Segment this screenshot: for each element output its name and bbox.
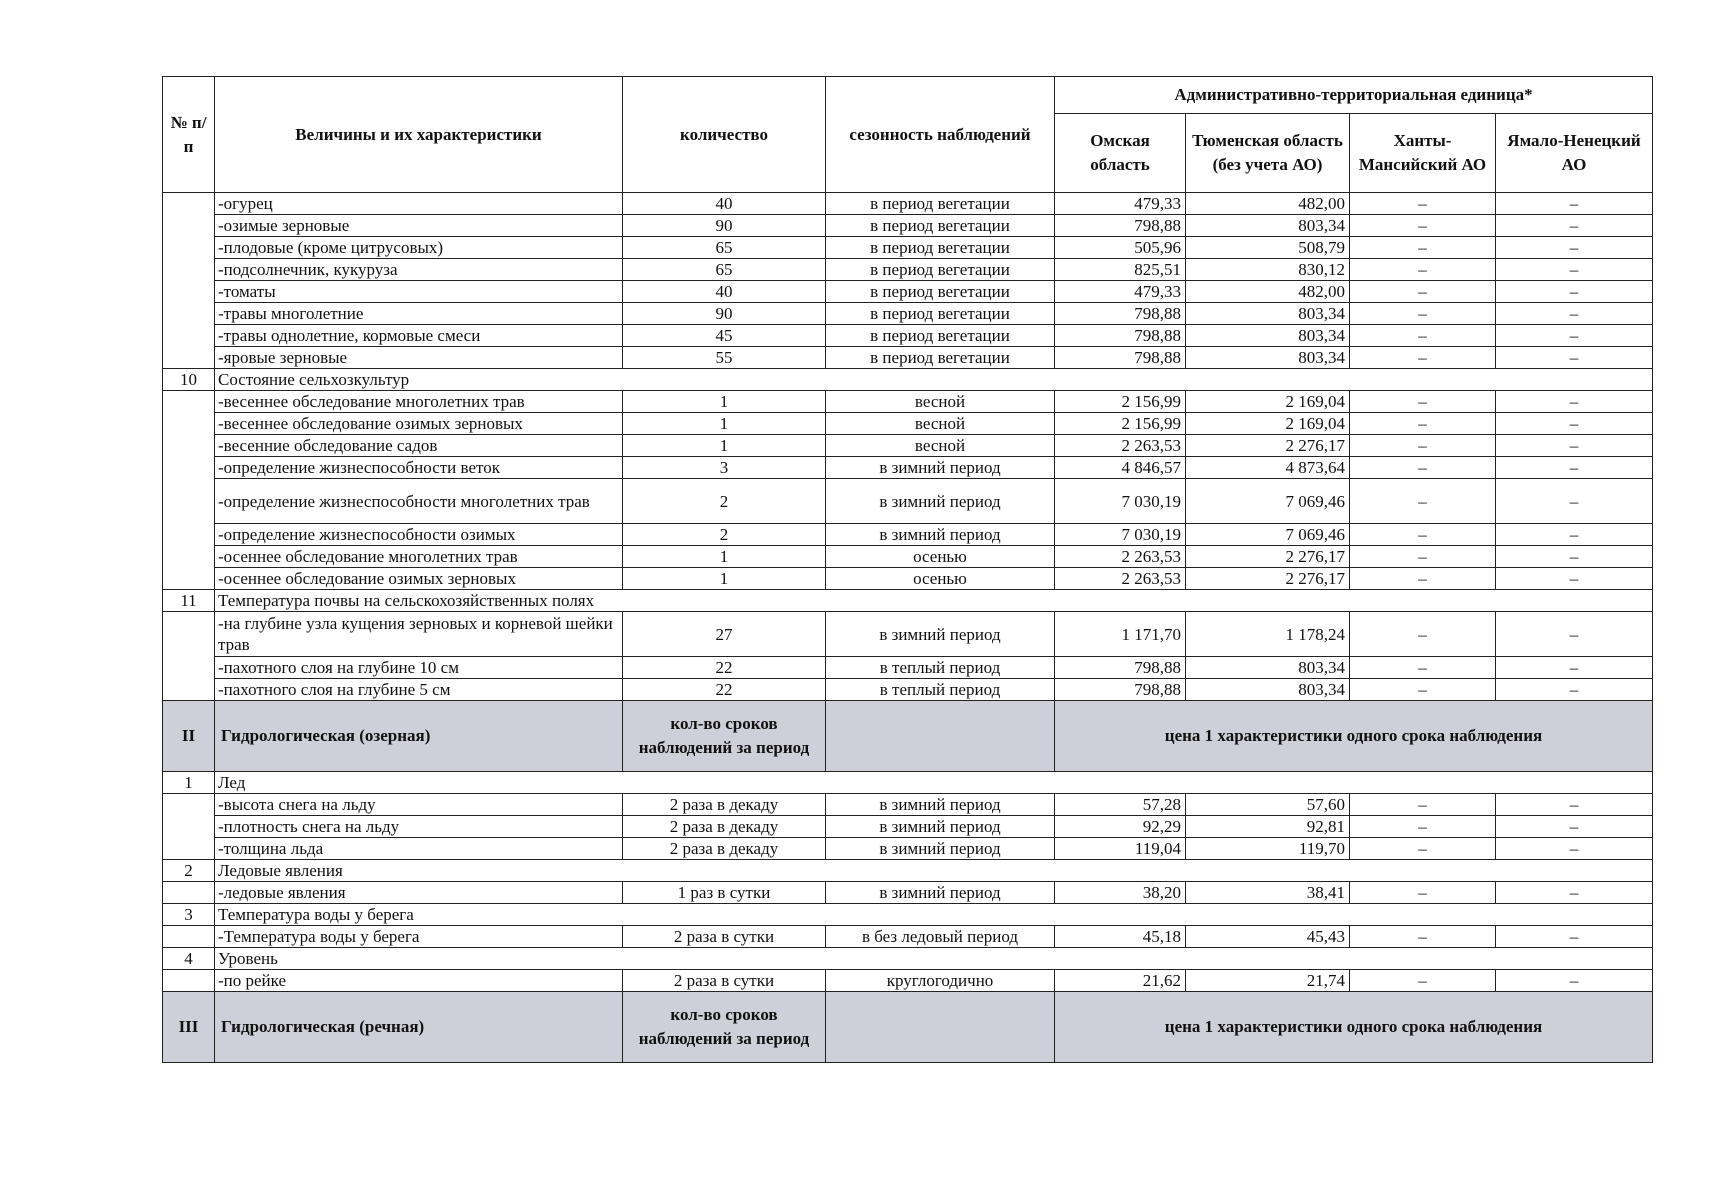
section-title: Гидрологическая (озерная) bbox=[215, 701, 623, 772]
season-cell: в зимний период bbox=[826, 794, 1055, 816]
table-row bbox=[163, 325, 1653, 347]
value-omsk: 505,96 bbox=[1055, 237, 1186, 259]
group-number: 2 bbox=[163, 860, 215, 882]
value-omsk: 479,33 bbox=[1055, 281, 1186, 303]
quantity-cell: 22 bbox=[623, 679, 826, 701]
value-yanao: – bbox=[1496, 457, 1653, 479]
header-num: № п/п bbox=[163, 77, 215, 193]
quantity-cell: 27 bbox=[623, 612, 826, 657]
table-row bbox=[163, 479, 1653, 524]
section-qty-header: кол-во сроков наблюдений за период bbox=[623, 701, 826, 772]
header-qty: количество bbox=[623, 77, 826, 193]
season-cell: в зимний период bbox=[826, 882, 1055, 904]
value-tyumen: 2 169,04 bbox=[1186, 413, 1350, 435]
table-row bbox=[163, 612, 1653, 657]
row-number-cell bbox=[163, 612, 215, 701]
section-qty-header: кол-во сроков наблюдений за период bbox=[623, 992, 826, 1063]
table-row bbox=[163, 413, 1653, 435]
season-cell: в период вегетации bbox=[826, 281, 1055, 303]
row-number-cell bbox=[163, 794, 215, 860]
quantity-cell: 65 bbox=[623, 237, 826, 259]
quantity-cell: 2 раза в сутки bbox=[623, 926, 826, 948]
group-number: 3 bbox=[163, 904, 215, 926]
value-yanao: – bbox=[1496, 391, 1653, 413]
season-cell: в период вегетации bbox=[826, 259, 1055, 281]
quantity-cell: 55 bbox=[623, 347, 826, 369]
group-title: Ледовые явления bbox=[215, 860, 1653, 882]
value-omsk: 2 263,53 bbox=[1055, 546, 1186, 568]
header-row-1 bbox=[163, 77, 1653, 114]
value-yanao: – bbox=[1496, 435, 1653, 457]
season-cell: в зимний период bbox=[826, 524, 1055, 546]
value-yanao: – bbox=[1496, 524, 1653, 546]
table-row bbox=[163, 435, 1653, 457]
value-omsk: 119,04 bbox=[1055, 838, 1186, 860]
value-yanao: – bbox=[1496, 970, 1653, 992]
quantity-cell: 1 bbox=[623, 413, 826, 435]
value-omsk: 798,88 bbox=[1055, 657, 1186, 679]
season-cell: в теплый период bbox=[826, 679, 1055, 701]
group-number: 4 bbox=[163, 948, 215, 970]
season-cell: в период вегетации bbox=[826, 237, 1055, 259]
row-number-cell bbox=[163, 882, 215, 904]
value-omsk: 2 156,99 bbox=[1055, 391, 1186, 413]
value-yanao: – bbox=[1496, 926, 1653, 948]
value-yanao: – bbox=[1496, 479, 1653, 524]
group-number: 1 bbox=[163, 772, 215, 794]
value-yanao: – bbox=[1496, 546, 1653, 568]
characteristic-name: -травы многолетние bbox=[215, 303, 623, 325]
group-number: 11 bbox=[163, 590, 215, 612]
value-tyumen: 2 276,17 bbox=[1186, 568, 1350, 590]
characteristic-name: -толщина льда bbox=[215, 838, 623, 860]
value-omsk: 21,62 bbox=[1055, 970, 1186, 992]
value-yanao: – bbox=[1496, 347, 1653, 369]
value-khmao: – bbox=[1350, 524, 1496, 546]
table-row bbox=[163, 303, 1653, 325]
season-cell: в период вегетации bbox=[826, 193, 1055, 215]
value-omsk: 1 171,70 bbox=[1055, 612, 1186, 657]
season-cell: осенью bbox=[826, 546, 1055, 568]
header-region-yanao: Ямало-Ненецкий АО bbox=[1496, 114, 1653, 193]
quantity-cell: 2 bbox=[623, 524, 826, 546]
table-row bbox=[163, 568, 1653, 590]
group-number: 10 bbox=[163, 369, 215, 391]
header-region-khmao: Ханты-Мансийский АО bbox=[1350, 114, 1496, 193]
value-tyumen: 803,34 bbox=[1186, 657, 1350, 679]
characteristic-name: -травы однолетние, кормовые смеси bbox=[215, 325, 623, 347]
section-title: Гидрологическая (речная) bbox=[215, 992, 623, 1063]
characteristic-name: -Температура воды у берега bbox=[215, 926, 623, 948]
quantity-cell: 2 раза в декаду bbox=[623, 838, 826, 860]
value-omsk: 7 030,19 bbox=[1055, 479, 1186, 524]
value-tyumen: 482,00 bbox=[1186, 193, 1350, 215]
table-row bbox=[163, 970, 1653, 992]
quantity-cell: 2 раза в сутки bbox=[623, 970, 826, 992]
characteristic-name: -огурец bbox=[215, 193, 623, 215]
value-yanao: – bbox=[1496, 413, 1653, 435]
value-tyumen: 2 169,04 bbox=[1186, 391, 1350, 413]
value-khmao: – bbox=[1350, 347, 1496, 369]
value-omsk: 798,88 bbox=[1055, 303, 1186, 325]
characteristic-name: -осеннее обследование многолетних трав bbox=[215, 546, 623, 568]
value-tyumen: 7 069,46 bbox=[1186, 524, 1350, 546]
value-yanao: – bbox=[1496, 882, 1653, 904]
group-row bbox=[163, 904, 1653, 926]
value-tyumen: 508,79 bbox=[1186, 237, 1350, 259]
value-khmao: – bbox=[1350, 679, 1496, 701]
section-price-header: цена 1 характеристики одного срока наблюдения bbox=[1055, 992, 1653, 1063]
characteristic-name: -на глубине узла кущения зерновых и корневой шейки трав bbox=[215, 612, 623, 657]
season-cell: в зимний период bbox=[826, 457, 1055, 479]
value-tyumen: 830,12 bbox=[1186, 259, 1350, 281]
value-yanao: – bbox=[1496, 679, 1653, 701]
quantity-cell: 2 bbox=[623, 479, 826, 524]
value-tyumen: 803,34 bbox=[1186, 215, 1350, 237]
value-omsk: 92,29 bbox=[1055, 816, 1186, 838]
season-cell: весной bbox=[826, 435, 1055, 457]
quantity-cell: 1 раз в сутки bbox=[623, 882, 826, 904]
value-yanao: – bbox=[1496, 568, 1653, 590]
value-omsk: 479,33 bbox=[1055, 193, 1186, 215]
value-khmao: – bbox=[1350, 612, 1496, 657]
group-row bbox=[163, 590, 1653, 612]
value-omsk: 38,20 bbox=[1055, 882, 1186, 904]
characteristic-name: -высота снега на льду bbox=[215, 794, 623, 816]
season-cell: в зимний период bbox=[826, 612, 1055, 657]
value-khmao: – bbox=[1350, 435, 1496, 457]
value-tyumen: 4 873,64 bbox=[1186, 457, 1350, 479]
value-khmao: – bbox=[1350, 882, 1496, 904]
characteristic-name: -определение жизнеспособности веток bbox=[215, 457, 623, 479]
header-season: сезонность наблюдений bbox=[826, 77, 1055, 193]
table-row bbox=[163, 215, 1653, 237]
characteristic-name: -яровые зерновые bbox=[215, 347, 623, 369]
group-row bbox=[163, 772, 1653, 794]
value-tyumen: 482,00 bbox=[1186, 281, 1350, 303]
characteristic-name: -весеннее обследование озимых зерновых bbox=[215, 413, 623, 435]
value-khmao: – bbox=[1350, 413, 1496, 435]
table-row bbox=[163, 926, 1653, 948]
quantity-cell: 1 bbox=[623, 435, 826, 457]
value-omsk: 4 846,57 bbox=[1055, 457, 1186, 479]
value-khmao: – bbox=[1350, 657, 1496, 679]
characteristic-name: -по рейке bbox=[215, 970, 623, 992]
quantity-cell: 65 bbox=[623, 259, 826, 281]
season-cell: в зимний период bbox=[826, 479, 1055, 524]
table-row bbox=[163, 237, 1653, 259]
season-cell: осенью bbox=[826, 568, 1055, 590]
value-khmao: – bbox=[1350, 568, 1496, 590]
quantity-cell: 40 bbox=[623, 281, 826, 303]
value-khmao: – bbox=[1350, 303, 1496, 325]
value-yanao: – bbox=[1496, 838, 1653, 860]
row-number-cell bbox=[163, 193, 215, 369]
group-row bbox=[163, 860, 1653, 882]
characteristic-name: -определение жизнеспособности многолетних трав bbox=[215, 479, 623, 524]
value-yanao: – bbox=[1496, 237, 1653, 259]
header-name: Величины и их характеристики bbox=[215, 77, 623, 193]
value-tyumen: 2 276,17 bbox=[1186, 435, 1350, 457]
header-region-tyumen: Тюменская область (без учета АО) bbox=[1186, 114, 1350, 193]
row-number-cell bbox=[163, 970, 215, 992]
table-row bbox=[163, 524, 1653, 546]
value-tyumen: 803,34 bbox=[1186, 325, 1350, 347]
value-tyumen: 803,34 bbox=[1186, 347, 1350, 369]
value-khmao: – bbox=[1350, 970, 1496, 992]
group-row bbox=[163, 948, 1653, 970]
table-row bbox=[163, 794, 1653, 816]
value-omsk: 45,18 bbox=[1055, 926, 1186, 948]
table-row bbox=[163, 457, 1653, 479]
season-cell: круглогодично bbox=[826, 970, 1055, 992]
characteristic-name: -осеннее обследование озимых зерновых bbox=[215, 568, 623, 590]
table-row bbox=[163, 391, 1653, 413]
value-khmao: – bbox=[1350, 391, 1496, 413]
row-number-cell bbox=[163, 926, 215, 948]
header-admin: Административно-территориальная единица* bbox=[1055, 77, 1653, 114]
characteristic-name: -ледовые явления bbox=[215, 882, 623, 904]
row-number-cell bbox=[163, 391, 215, 590]
value-khmao: – bbox=[1350, 325, 1496, 347]
table-row bbox=[163, 882, 1653, 904]
characteristic-name: -плотность снега на льду bbox=[215, 816, 623, 838]
value-omsk: 2 263,53 bbox=[1055, 568, 1186, 590]
group-title: Температура воды у берега bbox=[215, 904, 1653, 926]
characteristic-name: -подсолнечник, кукуруза bbox=[215, 259, 623, 281]
season-cell: в период вегетации bbox=[826, 325, 1055, 347]
value-tyumen: 2 276,17 bbox=[1186, 546, 1350, 568]
quantity-cell: 3 bbox=[623, 457, 826, 479]
table-row bbox=[163, 679, 1653, 701]
characteristic-name: -пахотного слоя на глубине 10 см bbox=[215, 657, 623, 679]
quantity-cell: 2 раза в декаду bbox=[623, 794, 826, 816]
value-omsk: 2 156,99 bbox=[1055, 413, 1186, 435]
value-tyumen: 803,34 bbox=[1186, 303, 1350, 325]
value-khmao: – bbox=[1350, 237, 1496, 259]
quantity-cell: 90 bbox=[623, 215, 826, 237]
section-number: III bbox=[163, 992, 215, 1063]
header-region-omsk: Омская область bbox=[1055, 114, 1186, 193]
characteristic-name: -пахотного слоя на глубине 5 см bbox=[215, 679, 623, 701]
quantity-cell: 90 bbox=[623, 303, 826, 325]
section-price-header: цена 1 характеристики одного срока наблюдения bbox=[1055, 701, 1653, 772]
value-tyumen: 803,34 bbox=[1186, 679, 1350, 701]
value-tyumen: 1 178,24 bbox=[1186, 612, 1350, 657]
table-row bbox=[163, 281, 1653, 303]
table-row bbox=[163, 657, 1653, 679]
season-cell: в период вегетации bbox=[826, 303, 1055, 325]
value-khmao: – bbox=[1350, 281, 1496, 303]
table-body bbox=[163, 193, 1653, 1063]
season-cell: весной bbox=[826, 391, 1055, 413]
group-title: Температура почвы на сельскохозяйственных полях bbox=[215, 590, 1653, 612]
quantity-cell: 40 bbox=[623, 193, 826, 215]
value-khmao: – bbox=[1350, 193, 1496, 215]
value-khmao: – bbox=[1350, 838, 1496, 860]
quantity-cell: 1 bbox=[623, 568, 826, 590]
table-row bbox=[163, 816, 1653, 838]
value-omsk: 798,88 bbox=[1055, 679, 1186, 701]
document-sheet bbox=[162, 76, 1652, 1063]
table-row bbox=[163, 193, 1653, 215]
season-cell: в без ледовый период bbox=[826, 926, 1055, 948]
table-row bbox=[163, 546, 1653, 568]
value-yanao: – bbox=[1496, 816, 1653, 838]
season-cell: весной bbox=[826, 413, 1055, 435]
characteristic-name: -озимые зерновые bbox=[215, 215, 623, 237]
value-tyumen: 21,74 bbox=[1186, 970, 1350, 992]
section-empty-cell bbox=[826, 992, 1055, 1063]
value-yanao: – bbox=[1496, 215, 1653, 237]
quantity-cell: 2 раза в декаду bbox=[623, 816, 826, 838]
value-omsk: 2 263,53 bbox=[1055, 435, 1186, 457]
characteristic-name: -плодовые (кроме цитрусовых) bbox=[215, 237, 623, 259]
value-khmao: – bbox=[1350, 457, 1496, 479]
value-khmao: – bbox=[1350, 926, 1496, 948]
season-cell: в зимний период bbox=[826, 816, 1055, 838]
section-row bbox=[163, 701, 1653, 772]
group-title: Лед bbox=[215, 772, 1653, 794]
value-khmao: – bbox=[1350, 794, 1496, 816]
value-tyumen: 92,81 bbox=[1186, 816, 1350, 838]
value-yanao: – bbox=[1496, 657, 1653, 679]
section-row bbox=[163, 992, 1653, 1063]
quantity-cell: 22 bbox=[623, 657, 826, 679]
group-title: Состояние сельхозкультур bbox=[215, 369, 1653, 391]
characteristic-name: -определение жизнеспособности озимых bbox=[215, 524, 623, 546]
value-yanao: – bbox=[1496, 612, 1653, 657]
value-khmao: – bbox=[1350, 479, 1496, 524]
quantity-cell: 1 bbox=[623, 391, 826, 413]
value-yanao: – bbox=[1496, 303, 1653, 325]
value-yanao: – bbox=[1496, 325, 1653, 347]
table-row bbox=[163, 838, 1653, 860]
value-khmao: – bbox=[1350, 546, 1496, 568]
value-khmao: – bbox=[1350, 816, 1496, 838]
characteristic-name: -весеннее обследование многолетних трав bbox=[215, 391, 623, 413]
season-cell: в период вегетации bbox=[826, 347, 1055, 369]
season-cell: в теплый период bbox=[826, 657, 1055, 679]
value-yanao: – bbox=[1496, 794, 1653, 816]
price-table bbox=[162, 76, 1653, 1063]
value-omsk: 57,28 bbox=[1055, 794, 1186, 816]
group-title: Уровень bbox=[215, 948, 1653, 970]
value-tyumen: 57,60 bbox=[1186, 794, 1350, 816]
season-cell: в зимний период bbox=[826, 838, 1055, 860]
value-tyumen: 45,43 bbox=[1186, 926, 1350, 948]
value-omsk: 798,88 bbox=[1055, 215, 1186, 237]
group-row bbox=[163, 369, 1653, 391]
value-yanao: – bbox=[1496, 259, 1653, 281]
value-yanao: – bbox=[1496, 281, 1653, 303]
quantity-cell: 45 bbox=[623, 325, 826, 347]
value-omsk: 798,88 bbox=[1055, 347, 1186, 369]
characteristic-name: -весенние обследование садов bbox=[215, 435, 623, 457]
value-khmao: – bbox=[1350, 259, 1496, 281]
characteristic-name: -томаты bbox=[215, 281, 623, 303]
value-omsk: 798,88 bbox=[1055, 325, 1186, 347]
table-row bbox=[163, 259, 1653, 281]
value-omsk: 825,51 bbox=[1055, 259, 1186, 281]
value-tyumen: 38,41 bbox=[1186, 882, 1350, 904]
season-cell: в период вегетации bbox=[826, 215, 1055, 237]
value-khmao: – bbox=[1350, 215, 1496, 237]
quantity-cell: 1 bbox=[623, 546, 826, 568]
value-yanao: – bbox=[1496, 193, 1653, 215]
value-tyumen: 7 069,46 bbox=[1186, 479, 1350, 524]
table-row bbox=[163, 347, 1653, 369]
value-omsk: 7 030,19 bbox=[1055, 524, 1186, 546]
section-empty-cell bbox=[826, 701, 1055, 772]
section-number: II bbox=[163, 701, 215, 772]
value-tyumen: 119,70 bbox=[1186, 838, 1350, 860]
